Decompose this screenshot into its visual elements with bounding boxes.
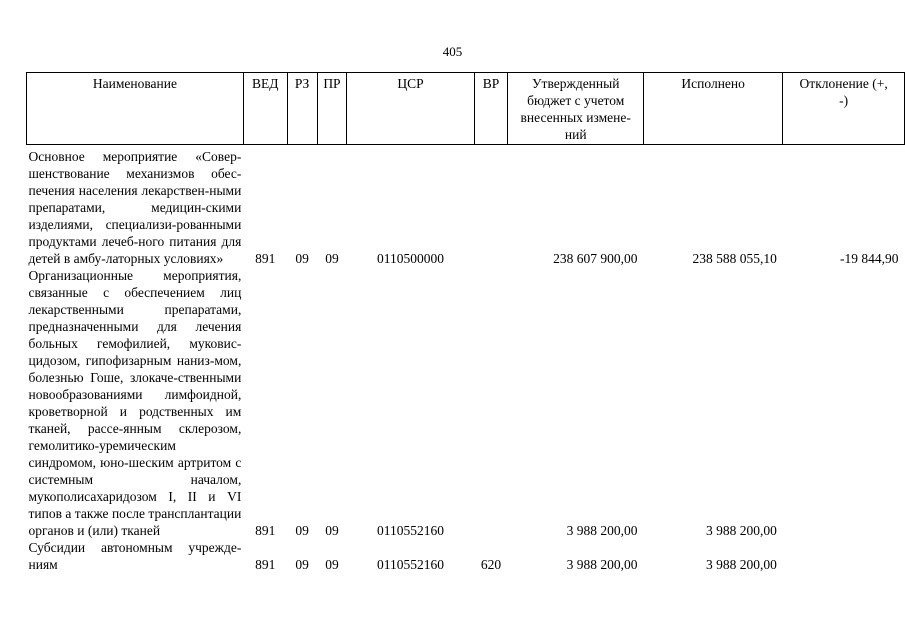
row-approved: 3 988 200,00 bbox=[566, 523, 638, 538]
row-vr bbox=[474, 267, 508, 539]
row-csr: 0110552160 bbox=[377, 523, 444, 538]
row-pr: 09 bbox=[325, 523, 339, 538]
header-executed: Исполнено bbox=[643, 73, 782, 145]
row-pr: 09 bbox=[325, 251, 339, 266]
row-ved: 891 bbox=[255, 523, 276, 538]
header-name: Наименование bbox=[27, 73, 244, 145]
row-deviation: -19 844,90 bbox=[840, 251, 899, 266]
table-header-row bbox=[27, 73, 905, 145]
page-number: 405 bbox=[442, 44, 463, 59]
row-vr: 620 bbox=[480, 557, 502, 572]
header-ved: ВЕД bbox=[243, 73, 287, 145]
table-row bbox=[27, 145, 905, 268]
row-deviation bbox=[783, 267, 905, 539]
header-approved: Утвержденный бюджет с учетом внесенных измене-ний bbox=[508, 73, 644, 145]
budget-table bbox=[26, 72, 905, 573]
row-name: Организационные мероприятия, связанные с обеспечением лиц лекарственными препаратами, предназначенными для лечения больных гемофилией, муковис-цидозом, гипофизарным наниз-мом, болезнью Гоше, злокаче-ственными новообразованиями лимфоидной, кроветворной и родственных им тканей, рассе-янным склерозом, гемолитико-уремическим синдромом, юно-шеским артритом с системным началом, мукополисахаридозом I, II и VI типов а также после трансплантации органов и (или) тканей bbox=[28, 268, 242, 538]
row-rz: 09 bbox=[295, 557, 309, 572]
row-ved: 891 bbox=[255, 557, 276, 572]
row-approved: 3 988 200,00 bbox=[566, 557, 638, 572]
row-pr: 09 bbox=[325, 557, 339, 572]
row-deviation bbox=[783, 539, 905, 573]
row-ved: 891 bbox=[255, 251, 276, 266]
row-executed: 3 988 200,00 bbox=[705, 523, 777, 538]
row-executed: 238 588 055,10 bbox=[692, 251, 777, 266]
header-csr: ЦСР bbox=[347, 73, 474, 145]
row-rz: 09 bbox=[295, 523, 309, 538]
header-pr: ПР bbox=[317, 73, 347, 145]
row-name: Основное мероприятие «Совер-шенствование механизмов обес-печения населения лекарствен-ными препаратами, медицин-скими изделиями, специализи-рованными продуктами лечеб-ного питания для детей в амбу-латорных условиях» bbox=[28, 149, 242, 266]
header-rz: РЗ bbox=[287, 73, 317, 145]
table-row bbox=[27, 267, 905, 539]
header-vr: ВР bbox=[474, 73, 508, 145]
row-csr: 0110552160 bbox=[377, 557, 444, 572]
row-name: Субсидии автономным учрежде-ниям bbox=[28, 540, 242, 572]
table-row bbox=[27, 539, 905, 573]
row-csr: 0110500000 bbox=[377, 251, 444, 266]
header-deviation: Отклонение (+, -) bbox=[783, 73, 905, 145]
row-vr bbox=[474, 145, 508, 268]
row-rz: 09 bbox=[295, 251, 309, 266]
row-approved: 238 607 900,00 bbox=[553, 251, 638, 266]
row-executed: 3 988 200,00 bbox=[705, 557, 777, 572]
